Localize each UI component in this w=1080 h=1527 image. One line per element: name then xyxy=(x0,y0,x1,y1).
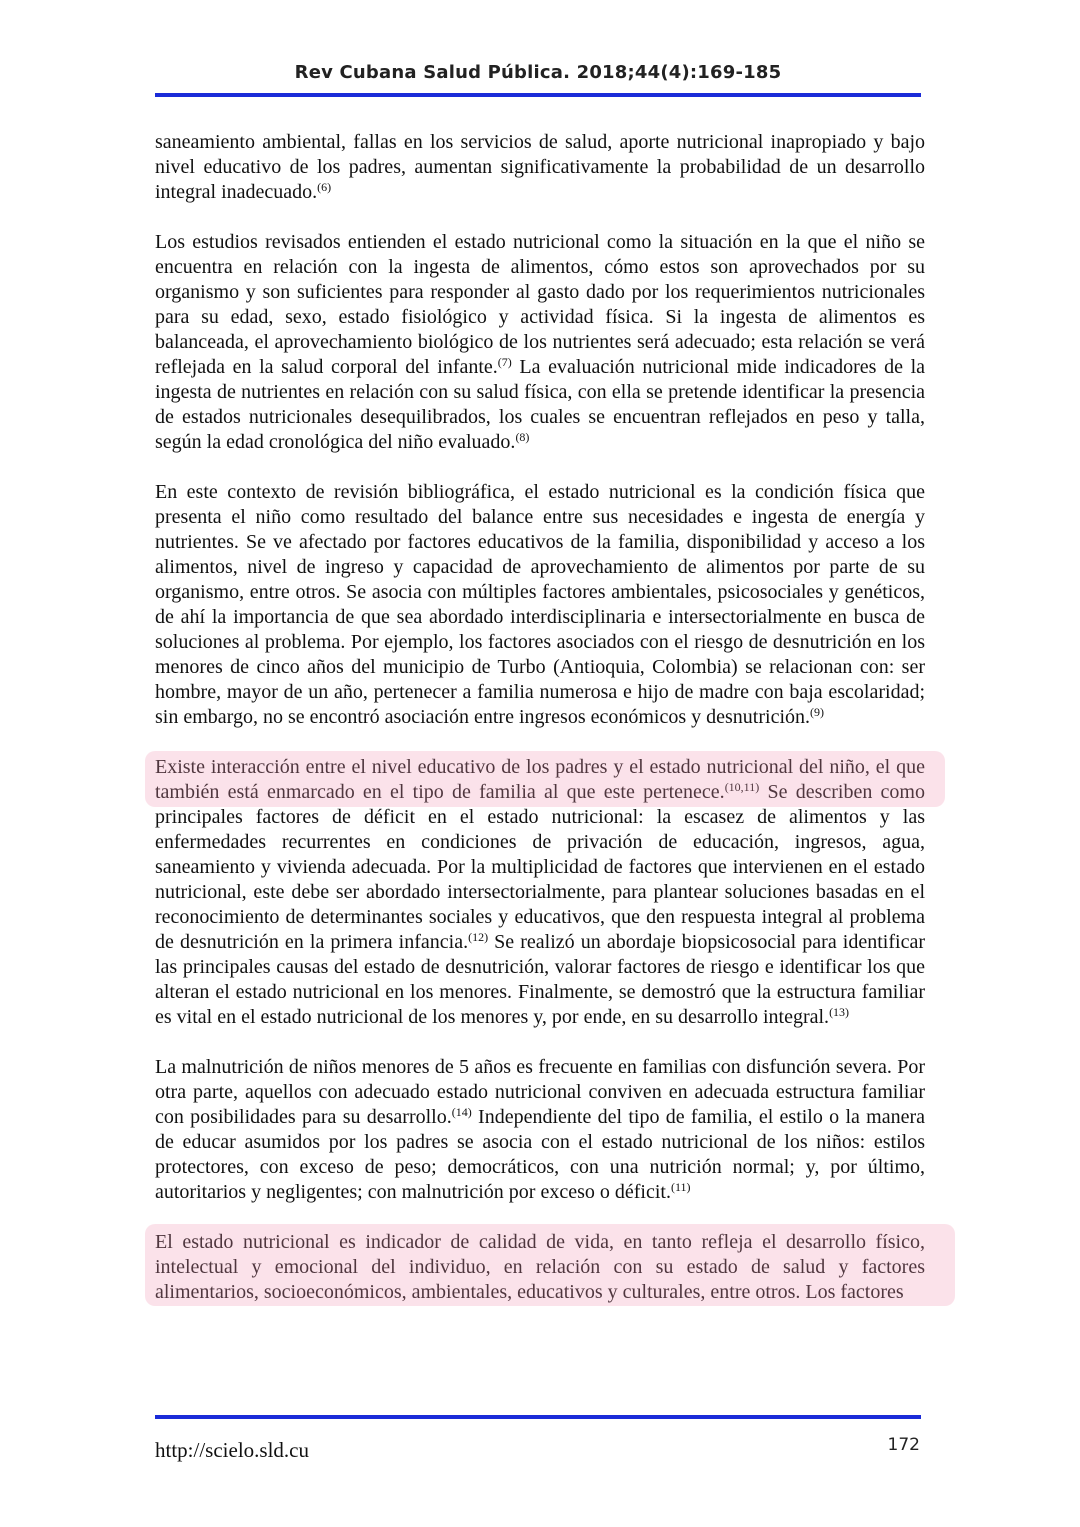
text-run: En este contexto de revisión bibliográfica, el estado nutricional es la condición física que presenta el niño como resultado del balance entre sus necesidades e ingesta de energía y nutrientes. Se ve afectado por factores educativos de la familia, disponibilidad y acceso a los alimentos, nivel de ingreso y capacidad de aprovechamiento de alimentos por parte de su organismo, entre otros. Se asocia con múltiples factores ambientales, psicosociales y genéticos, de ahí la importancia de que sea abordado interdisciplinaria e intersectorialmente en busca de soluciones al problema. Por ejemplo, los factores asociados con el riesgo de desnutrición en los menores de cinco años del municipio de Turbo (Antioquia, Colombia) se relacionan con: ser hombre, mayor de un año, pertenecer a familia numerosa e hijo de madre con baja escolaridad; sin embargo, no se encontró asociación entre ingresos económicos y desnutrición. xyxy=(155,481,925,728)
page-number: 172 xyxy=(887,1435,920,1455)
footer-rule xyxy=(155,1415,921,1419)
paragraph xyxy=(155,230,925,455)
text-run: Se realizó un abordaje biopsicosocial para identificar las principales causas del estado de desnutrición, valorar factores de riesgo e identificar los que alteran el estado nutricional en los menores. Finalmente, se demostró que la estructura familiar es vital en el estado nutricional de los menores y, por ende, en su desarrollo integral. xyxy=(155,931,925,1028)
text-run: El estado nutricional es indicador de calidad de vida, en tanto refleja el desarrollo físico, intelectual y emocional del individuo, en relación con su estado de salud y factores alimentarios, socioeconómicos, ambientales, educativos y culturales, entre otros. Los factores xyxy=(155,1231,925,1303)
citation: (13) xyxy=(829,1005,850,1019)
citation: (11) xyxy=(670,1180,691,1194)
citation: (6) xyxy=(317,180,332,194)
text-run: La evaluación nutricional mide indicadores de la ingesta de nutrientes en relación con su salud física, con ella se pretende identificar la presencia de estados nutricionales desequilibrados, los cuales se encuentran reflejados en peso y talla, según la edad cronológica del niño evaluado. xyxy=(155,356,925,453)
citation: (7) xyxy=(497,355,512,369)
text-run: Independiente del tipo de familia, el estilo o la manera de educar asumidos por los padres se asocia con el estado nutricional de los niños: estilos protectores, con exceso de peso; democráticos, con una nutrición normal; y, por último, autoritarios y negligentes; con malnutrición por exceso o déficit. xyxy=(155,1106,926,1203)
text-run: Se describen como principales factores de déficit en el estado nutricional: la escasez de alimentos y las enfermedades recurrentes en condiciones de privación de educación, ingresos, agua, saneamiento y vivienda adecuada. Por la multiplicidad de factores que intervienen en el estado nutricional, este debe ser abordado intersectorialmente, para plantear soluciones basadas en el reconocimiento de determinantes sociales y educativos, que den respuesta integral al problema de desnutrición en la primera infancia. xyxy=(155,781,925,953)
paragraph xyxy=(155,130,925,205)
paragraph xyxy=(155,1230,925,1305)
text-run: La malnutrición de niños menores de 5 años es frecuente en familias con disfunción severa. Por otra parte, aquellos con adecuado estado nutricional conviven en adecuada estructura familiar con posibilidades para su desarrollo. xyxy=(155,1056,925,1128)
citation: (8) xyxy=(515,430,530,444)
text-run: Los estudios revisados entienden el estado nutricional como la situación en la que el niño se encuentra en relación con la ingesta de alimentos, cómo estos son aprovechados por su organismo y son suficientes para responder al gasto dado por los requerimientos nutricionales para su edad, sexo, estado fisiológico y actividad física. Si la ingesta de alimentos es balanceada, el aprovechamiento biológico de los nutrientes será adecuado; esta relación se verá reflejada en la salud corporal del infante. xyxy=(155,231,925,378)
article-body xyxy=(155,130,925,1330)
paragraph xyxy=(155,1055,925,1205)
text-run: Existe interacción entre el nivel educativo de los padres y el estado nutricional del niño, el que también está enmarcado en el tipo de familia al que este pertenece. xyxy=(155,756,925,803)
citation: (14) xyxy=(451,1105,472,1119)
citation: (9) xyxy=(810,705,825,719)
citation: (10,11) xyxy=(724,780,760,794)
citation: (12) xyxy=(468,930,489,944)
journal-header: Rev Cubana Salud Pública. 2018;44(4):169-185 xyxy=(294,62,782,83)
footer-url: http://scielo.sld.cu xyxy=(155,1438,309,1462)
paragraph xyxy=(155,480,925,730)
paragraph xyxy=(155,755,925,1030)
text-run: saneamiento ambiental, fallas en los servicios de salud, aporte nutricional inapropiado y bajo nivel educativo de los padres, aumentan significativamente la probabilidad de un desarrollo integral inadecuado. xyxy=(155,131,925,203)
header-rule xyxy=(155,93,921,97)
